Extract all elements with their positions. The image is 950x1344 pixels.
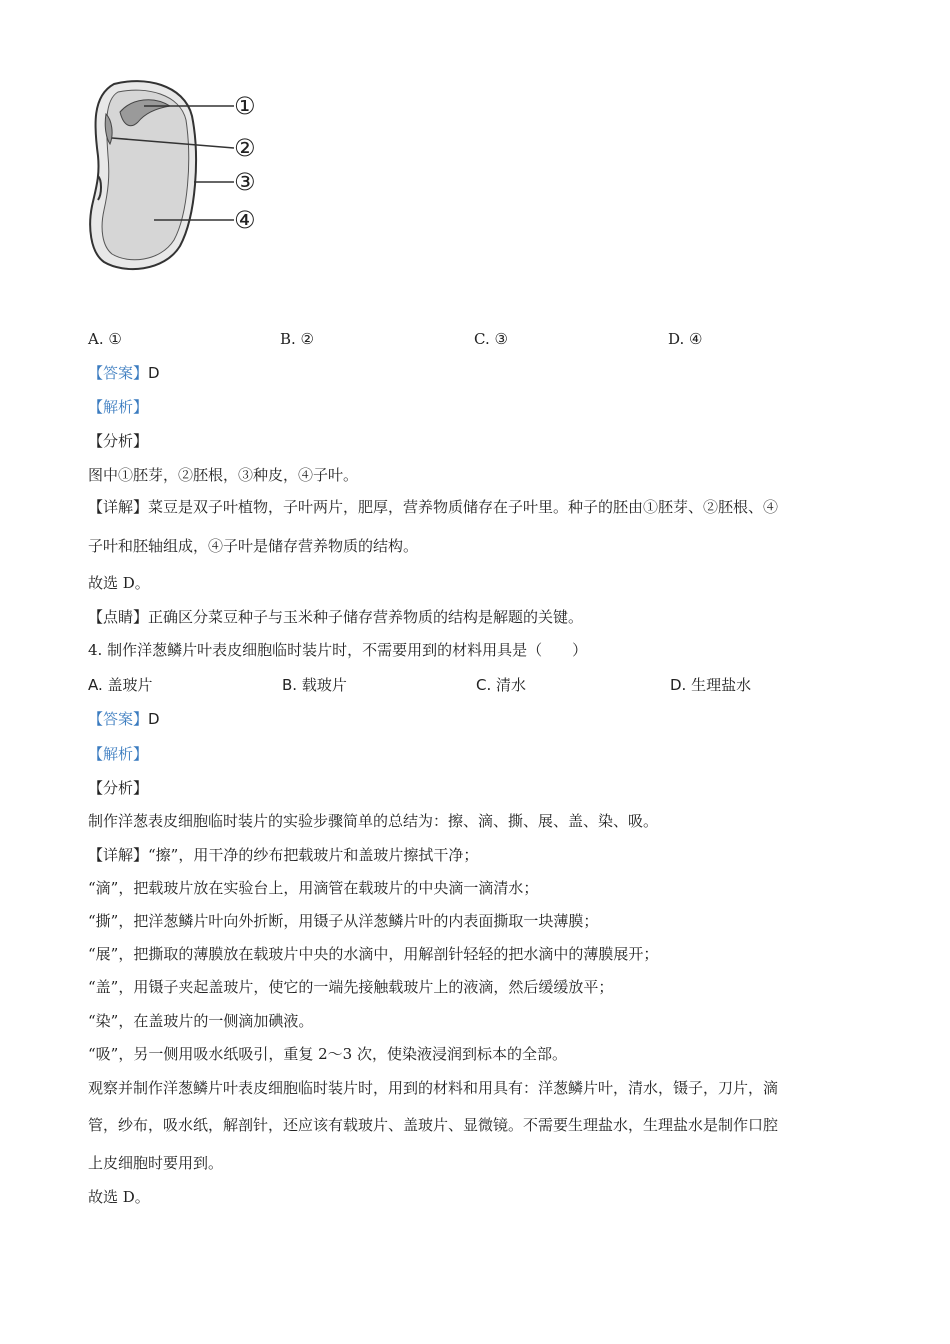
q4-step-absorb: “吸”，另一侧用吸水纸吸引，重复 2～3 次，使染液浸润到标本的全部。 [88,1045,567,1063]
q4-step-drip: “滴”，把载玻片放在实验台上，用滴管在载玻片的中央滴一滴清水； [88,879,539,897]
q4-answer-value: D [148,710,160,728]
q3-detail-line1 [88,497,778,517]
figure-label-2: ② [234,134,256,162]
q4-option-b: B. 载玻片 [282,676,347,694]
figure-label-3: ③ [234,168,256,196]
q4-summary-line3: 上皮细胞时要用到。 [88,1154,224,1172]
q4-summary-line2: 管，纱布，吸水纸，解剖针，还应该有载玻片、盖玻片、显微镜。不需要生理盐水，生理盐水是制作口腔 [88,1116,779,1134]
q3-answer-value: D [148,364,160,382]
q4-detail-text1: “擦”，用干净的纱布把载玻片和盖玻片擦拭干净； [148,846,479,864]
q3-detail-line2: 子叶和胚轴组成，④子叶是储存营养物质的结构。 [88,537,419,555]
q3-answer-tag: 【答案】 [88,364,149,382]
q4-summary-line1: 观察并制作洋葱鳞片叶表皮细胞临时装片时，用到的材料和用具有：洋葱鳞片叶，清水，镊子，刀片，滴 [88,1079,779,1097]
q3-dianjing-tag: 【点睛】 [88,608,149,626]
q3-detail-tag: 【详解】 [88,498,149,516]
q3-option-b: B. ② [280,330,315,348]
q3-fenxi-text: 图中①胚芽，②胚根，③种皮，④子叶。 [88,466,359,484]
q4-detail-tag: 【详解】 [88,846,149,864]
q3-analysis-tag: 【解析】 [88,398,149,416]
q4-conclusion: 故选 D。 [88,1188,150,1206]
q3-dianjing-line [88,607,583,627]
q3-fenxi-tag: 【分析】 [88,432,149,450]
q3-option-c: C. ③ [474,330,508,348]
q4-step-stain: “染”，在盖玻片的一侧滴加碘液。 [88,1012,314,1030]
q4-fenxi-tag: 【分析】 [88,779,149,797]
figure-label-1: ① [234,92,256,120]
q4-question: 4. 制作洋葱鳞片叶表皮细胞临时装片时，不需要用到的材料用具是（ ） [88,641,588,659]
q4-answer-line [88,709,160,729]
q3-option-d: D. ④ [668,330,703,348]
q4-step-spread: “展”，把撕取的薄膜放在载玻片中央的水滴中，用解剖针轻轻的把水滴中的薄膜展开； [88,945,659,963]
q3-detail-text1: 菜豆是双子叶植物，子叶两片，肥厚，营养物质储存在子叶里。种子的胚由①胚芽、②胚根、④ [148,498,779,516]
q4-option-c: C. 清水 [476,676,527,694]
q4-fenxi-text: 制作洋葱表皮细胞临时装片的实验步骤简单的总结为：擦、滴、撕、展、盖、染、吸。 [88,812,659,830]
bean-seed-figure [84,76,270,276]
q3-option-a: A. ① [88,330,122,348]
q4-answer-tag: 【答案】 [88,710,149,728]
q3-answer-line [88,363,160,383]
q3-conclusion: 故选 D。 [88,574,150,592]
q3-dianjing-text: 正确区分菜豆种子与玉米种子储存营养物质的结构是解题的关键。 [148,608,584,626]
q4-step-cover: “盖”，用镊子夹起盖玻片，使它的一端先接触载玻片上的液滴，然后缓缓放平； [88,978,614,996]
q4-analysis-tag: 【解析】 [88,745,149,763]
q4-step-tear: “撕”，把洋葱鳞片叶向外折断，用镊子从洋葱鳞片叶的内表面撕取一块薄膜； [88,912,599,930]
q4-option-a: A. 盖玻片 [88,676,153,694]
q4-option-d: D. 生理盐水 [670,676,752,694]
q4-detail-line1 [88,845,478,865]
figure-label-4: ④ [234,206,256,234]
